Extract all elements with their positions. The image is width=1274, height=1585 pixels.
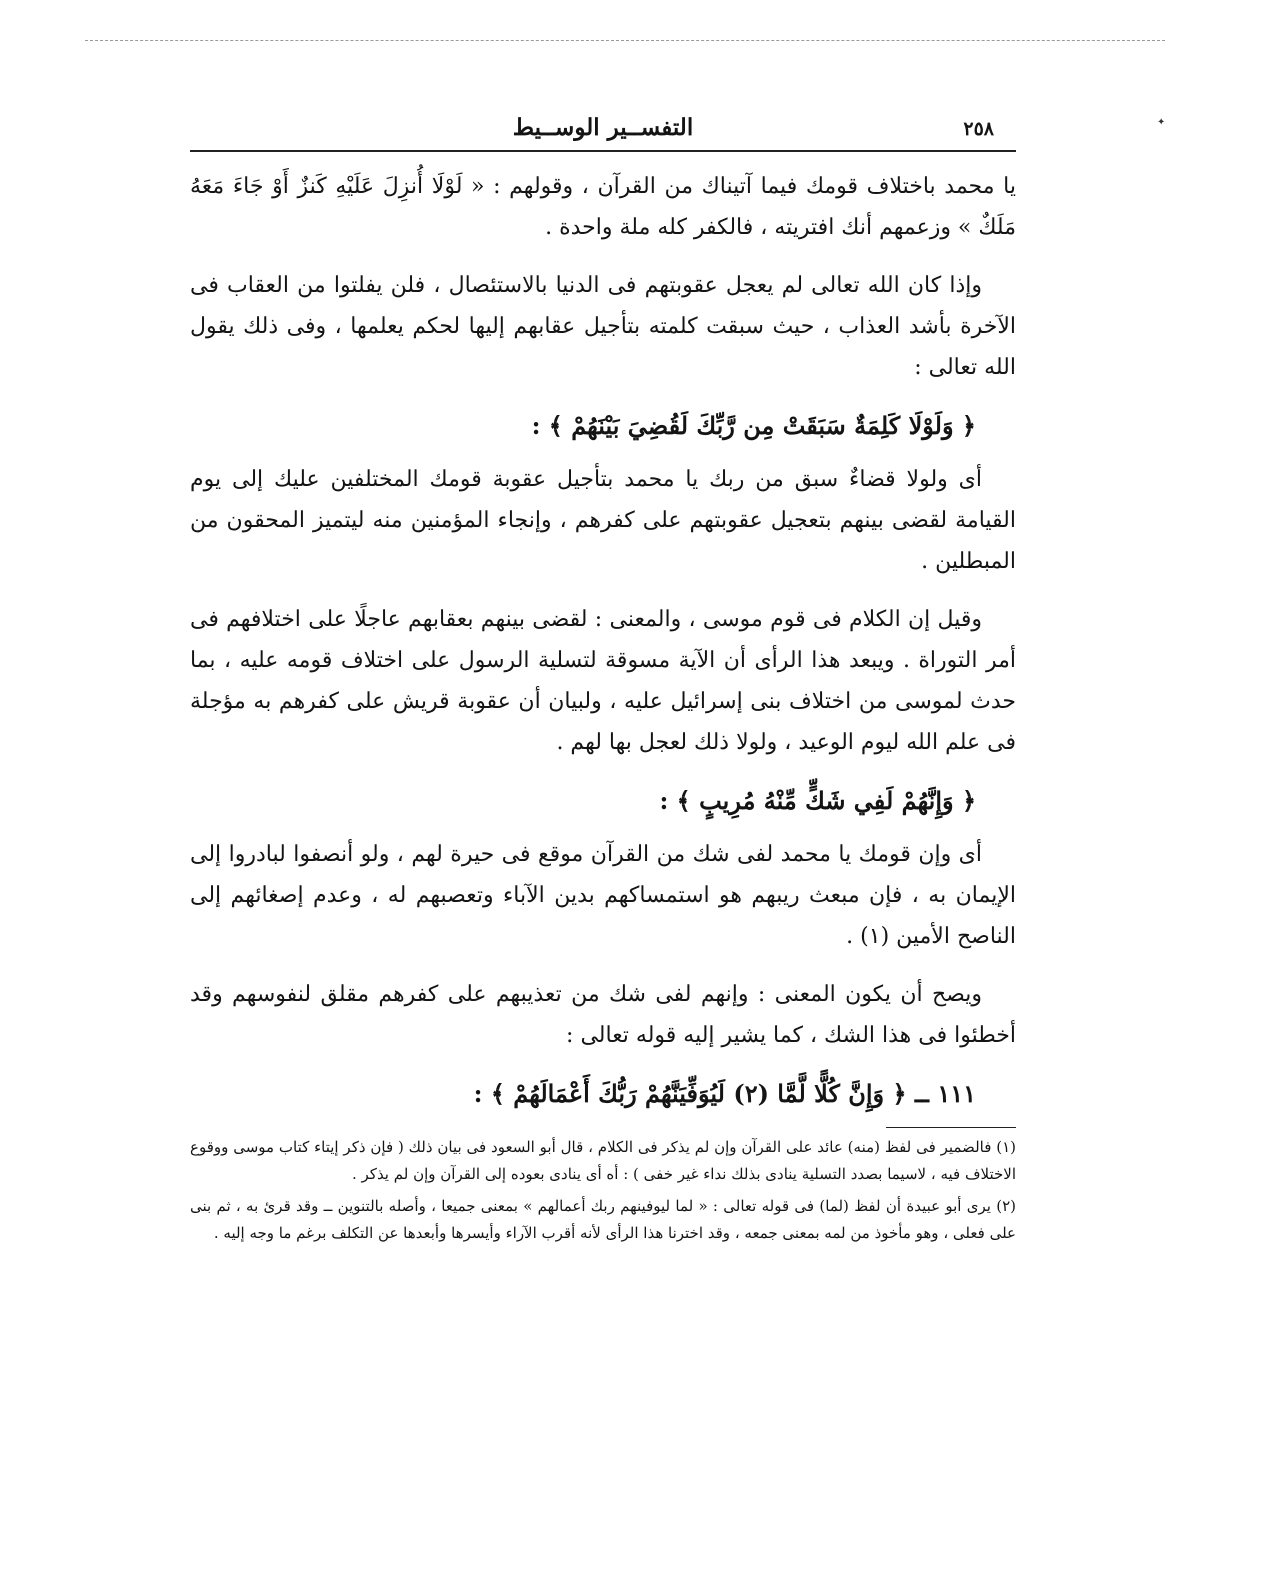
- verse-2: ﴿ وَإِنَّهُمْ لَفِي شَكٍّ مِّنْهُ مُرِيبٍ ﴾ :: [659, 786, 976, 815]
- dot-mark: ✦: [1157, 117, 1166, 128]
- scan-line: [85, 40, 1165, 41]
- paragraph-3: أى ولولا قضاءٌ سبق من ربك يا محمد بتأجيل عقوبة قومك المختلفين عليك إلى يوم القيامة لقضى بينهم بتعجيل عقوبتهم على كفرهم ، وإنجاء المؤمنين منه ليتميز المحقون من المبطلين .: [190, 467, 1016, 574]
- page: [190, 112, 1016, 1252]
- paragraph-4: وقيل إن الكلام فى قوم موسى ، والمعنى : لقضى بينهم بعقابهم عاجلًا على اختلافهم فى أمر التوراة . ويبعد هذا الرأى أن الآية مسوقة لتسلية الرسول على اختلاف قومه عليه ، بما حدث لموسى من اختلاف بنى إسرائيل عليه ، ولبيان أن عقوبة قريش على كفرهم به مؤجلة فى علم الله ليوم الوعيد ، ولولا ذلك لعجل بها لهم .: [190, 607, 1016, 755]
- running-header: [190, 112, 1016, 148]
- header-rule: [190, 150, 1016, 152]
- footnote-2: (٢) يرى أبو عبيدة أن لفظ (لما) فى قوله تعالى : « لما ليوفينهم ربك أعمالهم » بمعنى جميعا ، وأصله بالتنوين ــ وقد قرئ به ، ثم بنى على فعلى ، وهو مأخوذ من لمه بمعنى جمعه ، وقد اخترنا هذا الرأى لأنه أقرب الآراء وأيسرها وأبعدها عن التكلف برغم ما وجه إليه .: [190, 1197, 1016, 1242]
- paragraph-5: أى وإن قومك يا محمد لفى شك من القرآن موقع فى حيرة لهم ، ولو أنصفوا لبادروا إلى الإيمان به ، فإن مبعث ريبهم هو استمساكهم بدين الآباء وتعصبهم له ، وعدم إصغائهم إلى الناصح الأمين (١) .: [190, 842, 1016, 949]
- footnote-1: (١) فالضمير فى لفظ (منه) عائد على القرآن وإن لم يذكر فى الكلام ، قال أبو السعود فى بيان ذلك ( فإن ذكر إيتاء كتاب موسى ووقوع الاختلاف فيه ، لاسيما بصدد التسلية ينادى بذلك نداء غير خفى ) : أه أى ينادى بعوده إلى القرآن وإن لم يذكر .: [190, 1138, 1016, 1183]
- running-title: التفســير الوســيط: [512, 114, 694, 141]
- footnote-rule: [886, 1127, 1016, 1128]
- verse-1: ﴿ وَلَوْلَا كَلِمَةٌ سَبَقَتْ مِن رَّبِّكَ لَقُضِيَ بَيْنَهُمْ ﴾ :: [531, 411, 976, 440]
- verse-3: ١١١ ــ ﴿ وَإِنَّ كُلًّا لَّمَّا (٢) لَيُوَفِّيَنَّهُمْ رَبُّكَ أَعْمَالَهُمْ ﴾ :: [473, 1079, 976, 1108]
- main-text: [190, 166, 1016, 1115]
- paragraph-6: ويصح أن يكون المعنى : وإنهم لفى شك من تعذيبهم على كفرهم مقلق لنفوسهم وقد أخطئوا فى هذا الشك ، كما يشير إليه قوله تعالى :: [190, 982, 1016, 1048]
- paragraph-2: وإذا كان الله تعالى لم يعجل عقوبتهم فى الدنيا بالاستئصال ، فلن يفلتوا من العقاب فى الآخرة بأشد العذاب ، حيث سبقت كلمته بتأجيل عقابهم إليها لحكم يعلمها ، وفى ذلك يقول الله تعالى :: [190, 273, 1016, 380]
- paragraph-1: يا محمد باختلاف قومك فيما آتيناك من القرآن ، وقولهم : « لَوْلَا أُنزِلَ عَلَيْهِ كَنزٌ أَوْ جَاءَ مَعَهُ مَلَكٌ » وزعمهم أنك افتريته ، فالكفر كله ملة واحدة .: [190, 174, 1016, 240]
- footnotes: [190, 1127, 1016, 1247]
- page-number: ٢٥٨: [963, 118, 994, 140]
